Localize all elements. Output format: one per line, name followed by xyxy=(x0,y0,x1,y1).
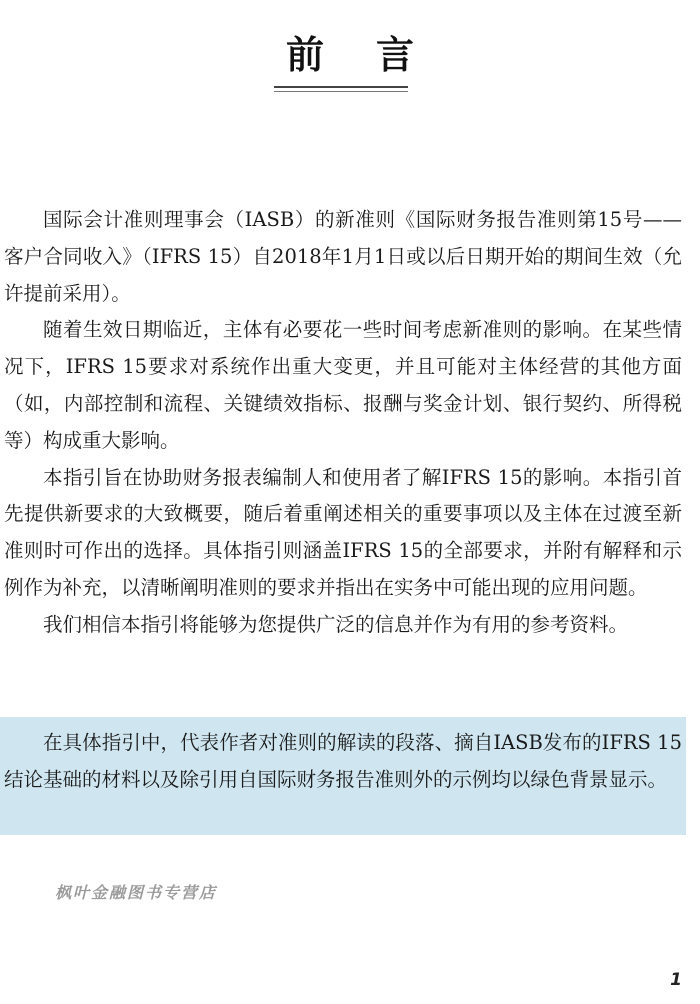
store-watermark: 枫叶金融图书专营店 xyxy=(55,883,218,902)
paragraph-3: 本指引旨在协助财务报表编制人和使用者了解IFRS 15的影响。本指引首先提供新要求的大致概要，随后着重阐述相关的重要事项以及主体在过渡至新准则时可作出的选择。具体指引则涵盖IFRS 15的全部要求，并附有解释和示例作为补充，以清晰阐明准则的要求并指出在实务中可能出现的应用问题。 xyxy=(4,465,682,599)
paragraph-4: 我们相信本指引将能够为您提供广泛的信息并作为有用的参考资料。 xyxy=(43,612,629,636)
title-underline-thin xyxy=(274,91,408,92)
paragraph-1: 国际会计准则理事会（IASB）的新准则《国际财务报告准则第15号——客户合同收入》（IFRS 15）自2018年1月1日或以后日期开始的期间生效（允许提前采用）。 xyxy=(4,208,682,305)
page-number: 1 xyxy=(670,970,682,990)
page-title: 前言 xyxy=(285,33,466,77)
note-text: 在具体指引中，代表作者对准则的解读的段落、摘自IASB发布的IFRS 15结论基础的材料以及除引用自国际财务报告准则外的示例均以绿色背景显示。 xyxy=(4,731,682,791)
highlighted-note-box xyxy=(0,717,686,835)
preface-body xyxy=(4,202,682,644)
title-underline xyxy=(274,86,408,88)
paragraph-2: 随着生效日期临近，主体有必要花一些时间考虑新准则的影响。在某些情况下，IFRS 15要求对系统作出重大变更，并且可能对主体经营的其他方面（如，内部控制和流程、关键绩效指标、报酬与奖金计划、银行契约、所得税等）构成重大影响。 xyxy=(4,318,682,452)
